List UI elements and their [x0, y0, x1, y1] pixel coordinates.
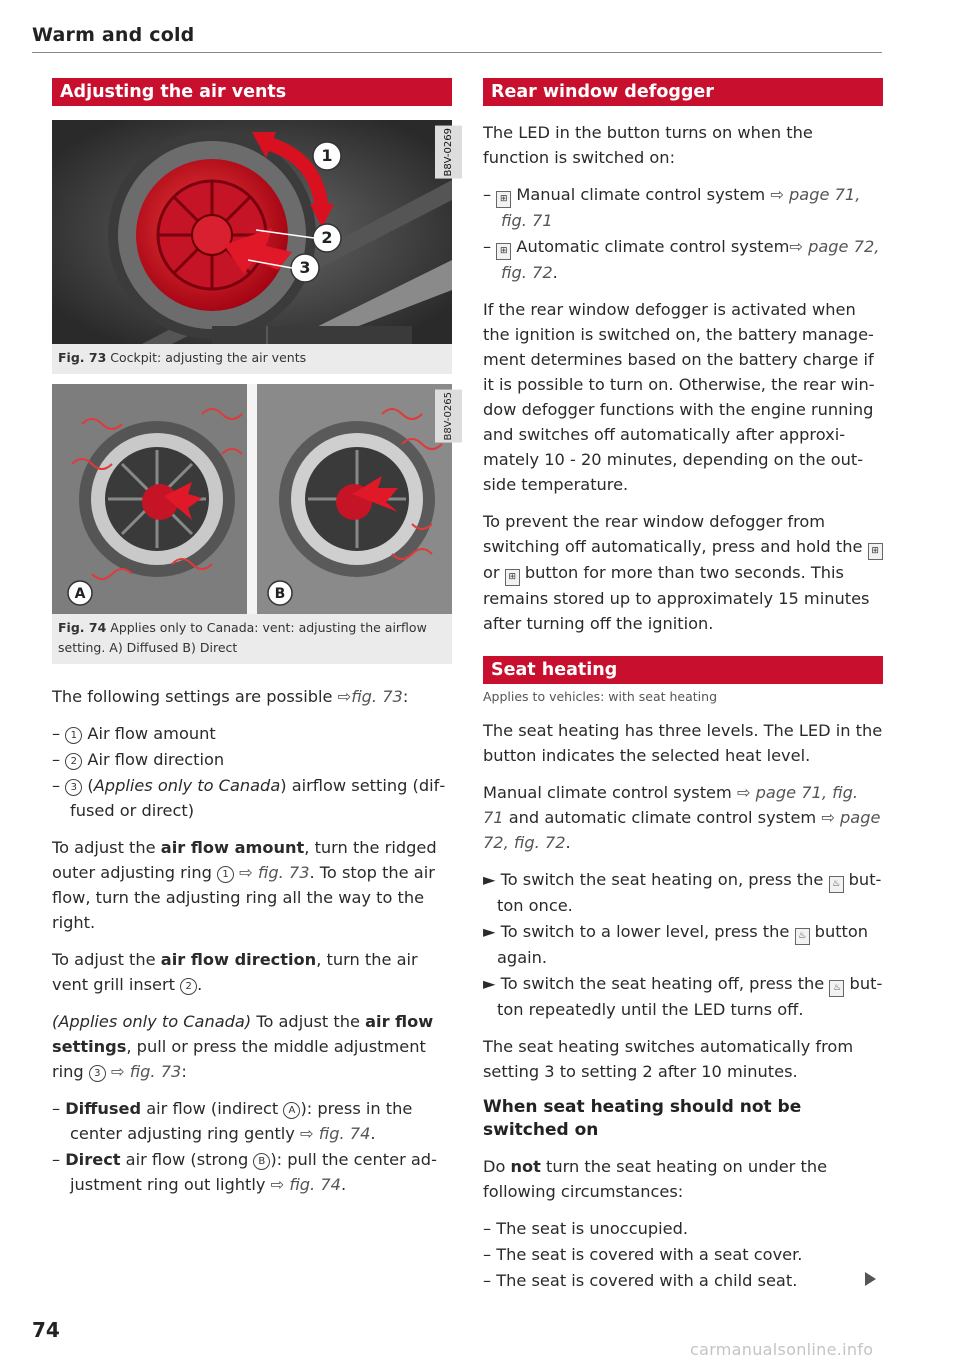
subheading-not-switched-on: When seat heating should not be switched on	[483, 1097, 802, 1140]
list-item: – 2 Air flow direction	[52, 750, 225, 769]
defogger-intro: The LED in the button turns on when the function is switched on:	[483, 123, 813, 167]
header-divider	[32, 52, 882, 53]
continue-arrow-icon	[865, 1272, 876, 1286]
paragraph-air-flow-amount: To adjust the air flow amount, turn the ridged outer adjusting ring 1 ⇨ fig. 73. To stop the air flow, turn the adjusting ring all the way to the right.	[52, 838, 437, 932]
seat-heat-icon: ♨	[795, 928, 810, 945]
seat-heating-steps	[483, 867, 883, 1022]
circumstances-list	[483, 1216, 883, 1293]
paragraph-air-flow-direction: To adjust the air flow direction, turn the air vent grill insert 2 .	[52, 950, 418, 994]
list-item: – The seat is covered with a seat cover.	[483, 1245, 803, 1264]
fig73-callout-1: 1	[321, 146, 333, 165]
defogger-list	[483, 182, 883, 285]
heading-air-vents: Adjusting the air vents	[52, 78, 452, 106]
seat-heat-icon: ♨	[829, 876, 844, 893]
right-column	[483, 78, 883, 1305]
air-vent-illustration	[52, 120, 452, 344]
step-item: ► To switch the seat heating on, press the ♨ button once.	[483, 870, 882, 915]
figure-73-code: B8V-0269	[435, 126, 462, 179]
seat-heating-auto: The seat heating switches automatically from setting 3 to setting 2 after 10 minutes.	[483, 1037, 854, 1081]
figure-74-caption: Fig. 74 Applies only to Canada: vent: adjusting the airflow setting. A) Diffused B) Direct	[58, 620, 427, 655]
list-item: – Diffused air flow (indirect A ): press in the center adjusting ring gently ⇨ fig. 74.	[52, 1099, 413, 1143]
list-item: – The seat is unoccupied.	[483, 1219, 689, 1238]
list-item: – 1 Air flow amount	[52, 724, 216, 743]
figure-73-caption: Fig. 73 Cockpit: adjusting the air vents	[58, 350, 307, 365]
fig74-label-a: A	[74, 586, 86, 602]
seat-heating-warning: Do not turn the seat heating on under the following circumstances:	[483, 1157, 828, 1201]
heading-seat-heating: Seat heating	[483, 656, 883, 684]
list-item: – The seat is covered with a child seat.	[483, 1271, 798, 1290]
figure-73-image	[52, 120, 452, 344]
list-item: – ⊞ Automatic climate control system⇨ page 72, fig. 72.	[483, 237, 880, 282]
figure-74-image	[52, 384, 452, 614]
step-item: ► To switch to a lower level, press the ♨ button again.	[483, 922, 869, 967]
defogger-paragraph-hold: To prevent the rear window defogger from switching off automatically, press and hold the ⊞ or ⊞ button for more than two seconds. This remains stored up to approximately 15 minutes after turning off the ignition.	[483, 509, 883, 636]
list-item: – 3 (Applies only to Canada) airflow setting (diffused or direct)	[52, 776, 446, 820]
list-item: – Direct air flow (strong B ): pull the center adjustment ring out lightly ⇨ fig. 74.	[52, 1150, 437, 1194]
seat-heating-levels: The seat heating has three levels. The LED in the button indicates the selected heat level.	[483, 721, 883, 765]
page-number: 74	[32, 1318, 60, 1342]
applies-note: Applies to vehicles: with seat heating	[483, 689, 718, 704]
defogger-button-icon: ⊞	[505, 569, 520, 586]
watermark: carmanualsonline.info	[690, 1340, 874, 1359]
left-column	[52, 78, 452, 1209]
fig73-callout-3: 3	[299, 258, 311, 277]
figure-74-code: B8V-0265	[435, 390, 462, 443]
settings-intro: The following settings are possible ⇨fig. 73:	[52, 687, 409, 706]
defogger-button-icon: ⊞	[496, 243, 511, 260]
fig73-callout-2: 2	[321, 228, 333, 247]
airflow-mode-list	[52, 1096, 452, 1197]
fig74-label-b: B	[274, 586, 286, 602]
vent-airflow-illustration	[52, 384, 452, 614]
defogger-button-icon: ⊞	[496, 191, 511, 208]
seat-heating-refs: Manual climate control system ⇨ page 71, fig. 71 and automatic climate control system ⇨ page 72, fig. 72.	[483, 783, 881, 852]
step-item: ► To switch the seat heating off, press the ♨ button repeatedly until the LED turns off.	[483, 974, 883, 1019]
paragraph-air-flow-settings: (Applies only to Canada) To adjust the air flow settings, pull or press the middle adjustment ring 3 ⇨ fig. 73:	[52, 1012, 434, 1081]
figure-74	[52, 384, 452, 664]
list-item: – ⊞ Manual climate control system ⇨ page 71, fig. 71	[483, 185, 861, 230]
seat-heat-icon: ♨	[829, 980, 844, 997]
heading-rear-defogger: Rear window defogger	[483, 78, 883, 106]
defogger-button-icon: ⊞	[868, 543, 883, 560]
defogger-paragraph-battery: If the rear window defogger is activated when the ignition is switched on, the battery management determines based on the battery charge if it is possible to turn on. Otherwise, the rear window defogger functions with the engine running and switches off automatically after approximately 10 - 20 minutes, depending on the outside temperature.	[483, 300, 875, 494]
settings-list	[52, 721, 452, 823]
section-title: Warm and cold	[32, 24, 195, 46]
figure-73	[52, 120, 452, 374]
